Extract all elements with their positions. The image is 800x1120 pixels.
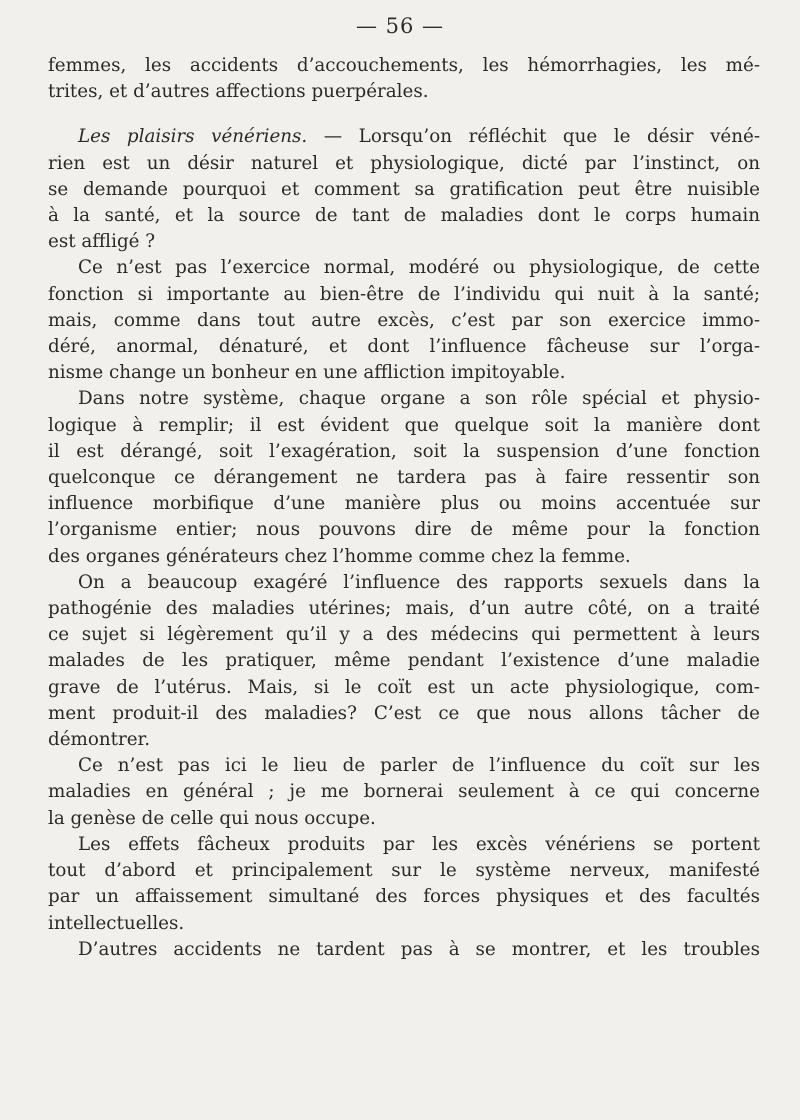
text-line: ment produit-il des maladies? C’est ce que nous allons tâcher de — [48, 702, 760, 724]
paragraph — [48, 124, 760, 255]
paragraph — [48, 570, 760, 753]
paragraph — [48, 937, 760, 963]
text-line: Ce n’est pas l’exercice normal, modéré ou physiologique, de cette — [78, 257, 760, 279]
text-line: maladies en général ; je me bornerai seulement à ce qui concerne — [48, 781, 760, 803]
text-line: influence morbifique d’une manière plus ou moins accentuée sur — [48, 493, 760, 515]
paragraph-gap — [48, 105, 760, 124]
text-line: intellectuelles. — [48, 912, 185, 934]
text-line: femmes, les accidents d’accouchements, les hémorrhagies, les mé- — [48, 55, 760, 76]
text-line: des organes générateurs chez l’homme comme chez la femme. — [48, 545, 631, 567]
text-line: démontrer. — [48, 729, 151, 751]
text-line: rien est un désir naturel et physiologique, dicté par l’instinct, on — [48, 152, 760, 174]
text-line: est affligé ? — [48, 231, 156, 253]
page-number: — 56 — — [355, 14, 445, 38]
text-line: trites, et d’autres affections puerpérales. — [48, 81, 429, 103]
text-line: la genèse de celle qui nous occupe. — [48, 807, 376, 829]
text-line: quelconque ce dérangement ne tardera pas à faire ressentir son — [48, 467, 760, 489]
body-text — [48, 53, 760, 963]
text-line — [48, 124, 760, 150]
text-line: ce sujet si légèrement qu’il y a des médecins qui permettent à leurs — [48, 624, 760, 646]
text-line: logique à remplir; il est évident que quelque soit la manière dont — [48, 414, 760, 436]
text-line: il est dérangé, soit l’exagération, soit la suspension d’une fonction — [48, 440, 760, 462]
text-line: pathogénie des maladies utérines; mais, d’un autre côté, on a traité — [48, 598, 760, 620]
text-line: On a beaucoup exagéré l’influence des rapports sexuels dans la — [78, 571, 760, 593]
text-line: mais, comme dans tout autre excès, c’est par son exercice immo- — [48, 309, 760, 331]
paragraph — [48, 386, 760, 569]
text-line: nisme change un bonheur en une affliction impitoyable. — [48, 362, 566, 384]
section-heading: Les plaisirs vénériens. — [78, 126, 308, 148]
text-line: Ce n’est pas ici le lieu de parler de l’influence du coït sur les — [78, 755, 760, 777]
text-line: Les effets fâcheux produits par les excès vénériens se portent — [78, 833, 760, 855]
text-line: D’autres accidents ne tardent pas à se montrer, et les troubles — [78, 938, 760, 960]
text-line: tout d’abord et principalement sur le système nerveux, manifesté — [48, 860, 760, 882]
text-line: déré, anormal, dénaturé, et dont l’influence fâcheuse sur l’orga- — [48, 336, 760, 358]
paragraph — [48, 53, 760, 105]
paragraph — [48, 255, 760, 386]
text-line: par un affaissement simultané des forces physiques et des facultés — [48, 886, 760, 908]
text-line: se demande pourquoi et comment sa gratification peut être nuisible — [48, 178, 760, 200]
paragraph — [48, 753, 760, 832]
text-line: à la santé, et la source de tant de maladies dont le corps humain — [48, 205, 760, 227]
text-line: grave de l’utérus. Mais, si le coït est un acte physiologique, com- — [48, 676, 760, 698]
text-line: fonction si importante au bien-être de l’individu qui nuit à la santé; — [48, 283, 760, 305]
text-line: malades de les pratiquer, même pendant l’existence d’une maladie — [48, 650, 760, 672]
paragraph — [48, 832, 760, 937]
text-run: — Lorsqu’on réfléchit que le désir véné- — [307, 126, 761, 148]
text-line: l’organisme entier; nous pouvons dire de même pour la fonction — [48, 519, 760, 541]
text-line: Dans notre système, chaque organe a son rôle spécial et physio- — [78, 388, 760, 410]
